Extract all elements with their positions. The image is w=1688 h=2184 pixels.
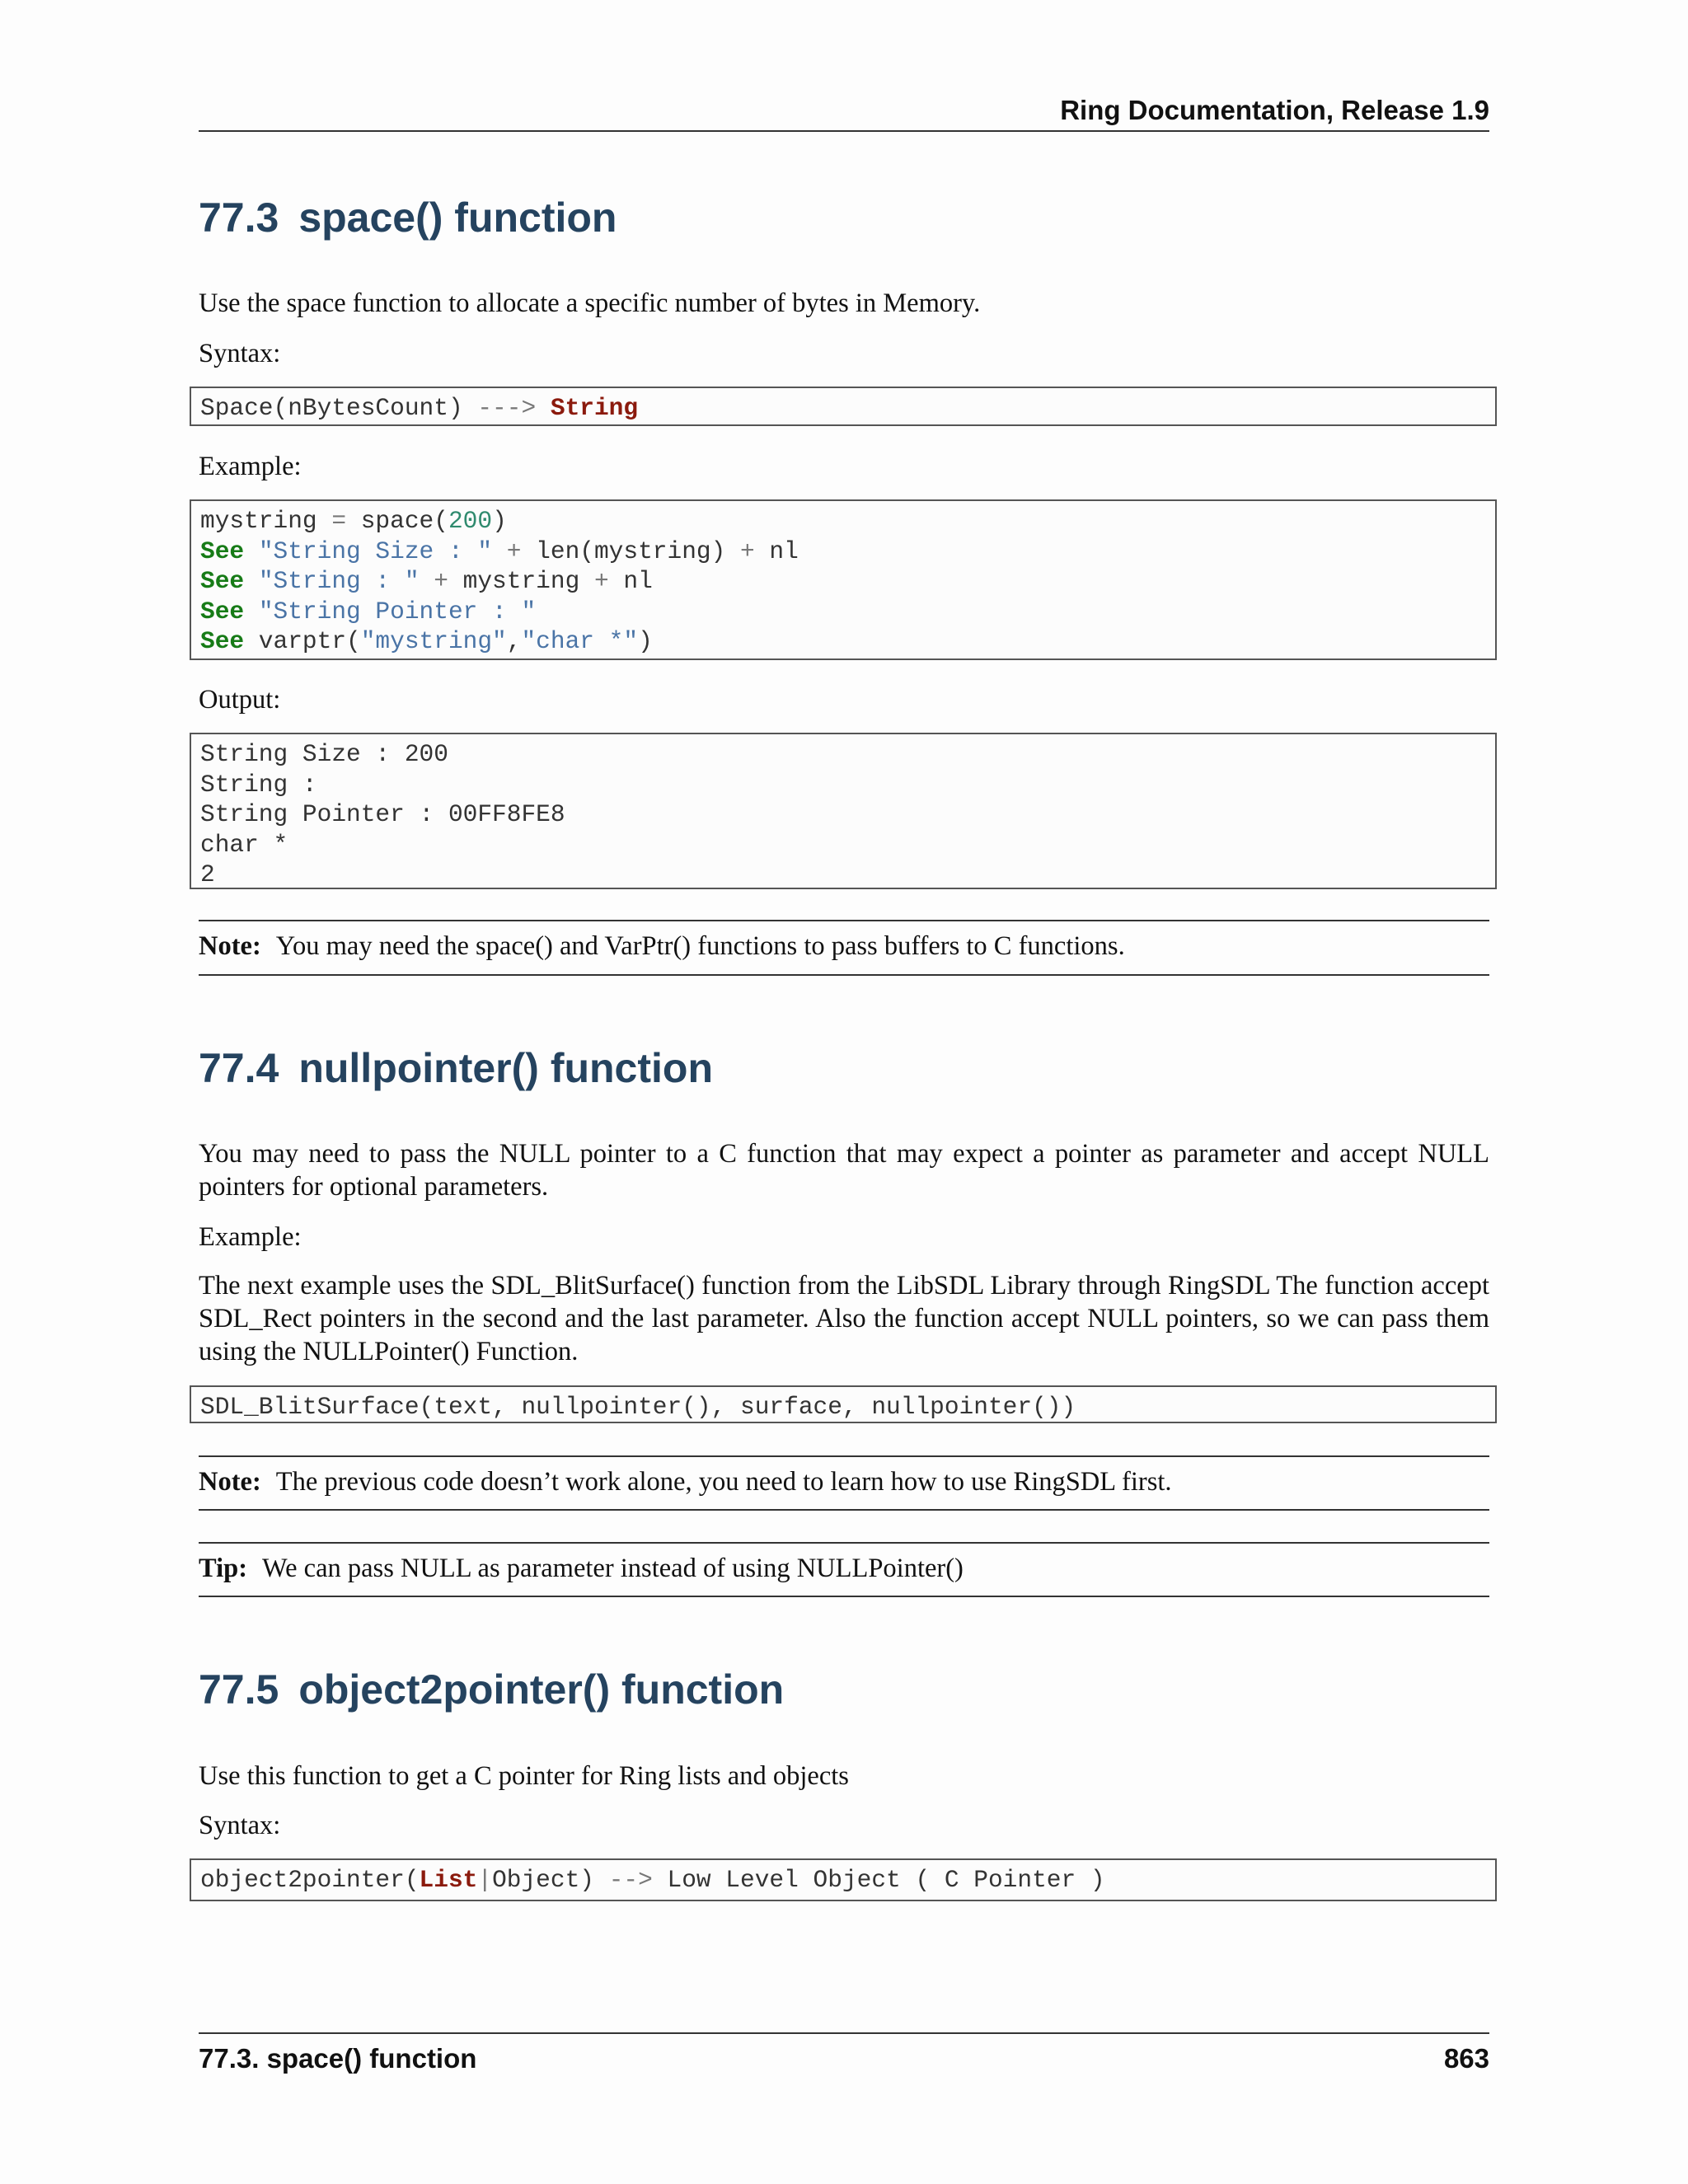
code-token: "String Size : " <box>258 537 493 565</box>
code-token <box>536 394 551 422</box>
note-admonition <box>199 930 1489 963</box>
code-token: Space(nBytesCount) <box>200 394 478 422</box>
running-header: Ring Documentation, Release 1.9 <box>1060 95 1489 125</box>
code-token <box>420 567 434 595</box>
tip-top-rule <box>199 1542 1489 1544</box>
section-number: 77.3 <box>199 194 279 241</box>
code-token: ) <box>638 627 653 656</box>
code-token: nl <box>754 537 799 565</box>
paragraph-description: The next example uses the SDL_BlitSurface() function from the LibSDL Library through RingSDL The function accept SDL_Rect pointers in the second and the last parameter. Also the function accept NULL pointers, so we can pass them using the NULLPointer() Function. <box>199 1271 1489 1366</box>
code-token: See <box>200 537 245 565</box>
code-line <box>200 506 1495 537</box>
tip-label: Tip: <box>199 1554 248 1583</box>
section-title: nullpointer() function <box>298 1045 713 1091</box>
code-line <box>200 1865 1495 1896</box>
output-label: Output: <box>199 685 281 715</box>
code-token: object2pointer( <box>200 1866 420 1894</box>
footer-rule <box>199 2032 1489 2034</box>
note-label: Note: <box>199 1467 261 1497</box>
code-token: = <box>331 507 347 535</box>
code-token: --> <box>608 1866 653 1894</box>
code-token: space( <box>346 507 448 535</box>
note-text: The previous code doesn’t work alone, you need to learn how to use RingSDL first. <box>275 1467 1172 1497</box>
code-line <box>200 537 1495 567</box>
code-token: | <box>477 1866 493 1894</box>
code-token: , <box>506 627 522 656</box>
section-heading-77-5 <box>199 1663 784 1716</box>
code-token: Object) <box>492 1866 609 1894</box>
note-bottom-rule <box>199 974 1489 976</box>
section-number: 77.4 <box>199 1045 279 1091</box>
code-block-syntax <box>190 387 1497 426</box>
code-token <box>492 537 507 565</box>
code-token: ) <box>492 507 507 535</box>
section-title: object2pointer() function <box>298 1666 785 1713</box>
code-token: List <box>419 1866 478 1894</box>
code-token: See <box>200 567 245 596</box>
code-line <box>200 626 1495 657</box>
code-token <box>244 598 259 626</box>
example-label: Example: <box>199 1222 302 1252</box>
tip-bottom-rule <box>199 1596 1489 1597</box>
code-token: ---> <box>477 394 537 422</box>
code-block-output <box>190 733 1497 889</box>
footer-section: 77.3. space() function <box>199 2043 477 2074</box>
syntax-label: Syntax: <box>199 1811 281 1840</box>
output-line: String Size : 200 <box>200 740 448 768</box>
output-line: char * <box>200 830 288 859</box>
header-rule <box>199 130 1489 132</box>
code-token: + <box>434 567 448 596</box>
note-bottom-rule <box>199 1509 1489 1511</box>
section-number: 77.5 <box>199 1666 279 1713</box>
code-block-blitsurface <box>190 1385 1497 1423</box>
code-token: len(mystring) <box>521 537 741 565</box>
code-token: nl <box>608 567 653 596</box>
note-text: You may need the space() and VarPtr() functions to pass buffers to C functions. <box>275 931 1125 961</box>
code-token: "char *" <box>521 627 639 656</box>
section-title: space() function <box>298 194 617 241</box>
running-footer <box>199 2041 1489 2077</box>
code-block-syntax <box>190 1858 1497 1901</box>
code-token: String <box>550 394 639 422</box>
tip-text: We can pass NULL as parameter instead of using NULLPointer() <box>262 1554 964 1583</box>
code-token: mystring <box>448 567 594 596</box>
code-token: varptr( <box>244 627 361 656</box>
section-heading-77-4 <box>199 1042 713 1094</box>
paragraph-intro: You may need to pass the NULL pointer to a C function that may expect a pointer as parameter and accept NULL pointers for optional parameters. <box>199 1139 1489 1202</box>
code-token: 200 <box>448 507 493 535</box>
code-token: + <box>740 537 755 565</box>
code-token: + <box>506 537 522 565</box>
paragraph-intro: Use the space function to allocate a specific number of bytes in Memory. <box>199 288 981 318</box>
tip-admonition <box>199 1552 1489 1585</box>
output-line: 2 <box>200 860 215 889</box>
example-label: Example: <box>199 452 302 481</box>
note-label: Note: <box>199 931 261 961</box>
code-token: "String Pointer : " <box>258 597 537 626</box>
note-admonition <box>199 1465 1489 1498</box>
code-token <box>244 537 259 565</box>
paragraph-intro: Use this function to get a C pointer for Ring lists and objects <box>199 1761 849 1791</box>
section-heading-77-3 <box>199 191 617 244</box>
syntax-label: Syntax: <box>199 339 281 368</box>
output-line: String : <box>200 770 317 799</box>
code-line <box>200 597 1495 627</box>
note-top-rule <box>199 1455 1489 1457</box>
code-line <box>200 566 1495 597</box>
code-token: mystring <box>200 507 332 535</box>
output-line: String Pointer : 00FF8FE8 <box>200 800 565 829</box>
code-block-example <box>190 499 1497 660</box>
code-token: Low Level Object ( C Pointer ) <box>652 1866 1105 1894</box>
page-number: 863 <box>1443 2043 1489 2074</box>
code-line: SDL_BlitSurface(text, nullpointer(), surface, nullpointer()) <box>200 1393 1076 1421</box>
code-token: "String : " <box>258 567 420 596</box>
code-token: See <box>200 627 245 656</box>
code-token: "mystring" <box>360 627 507 656</box>
code-token <box>244 567 259 595</box>
note-top-rule <box>199 920 1489 921</box>
code-token: See <box>200 597 245 626</box>
code-token: + <box>593 567 609 596</box>
